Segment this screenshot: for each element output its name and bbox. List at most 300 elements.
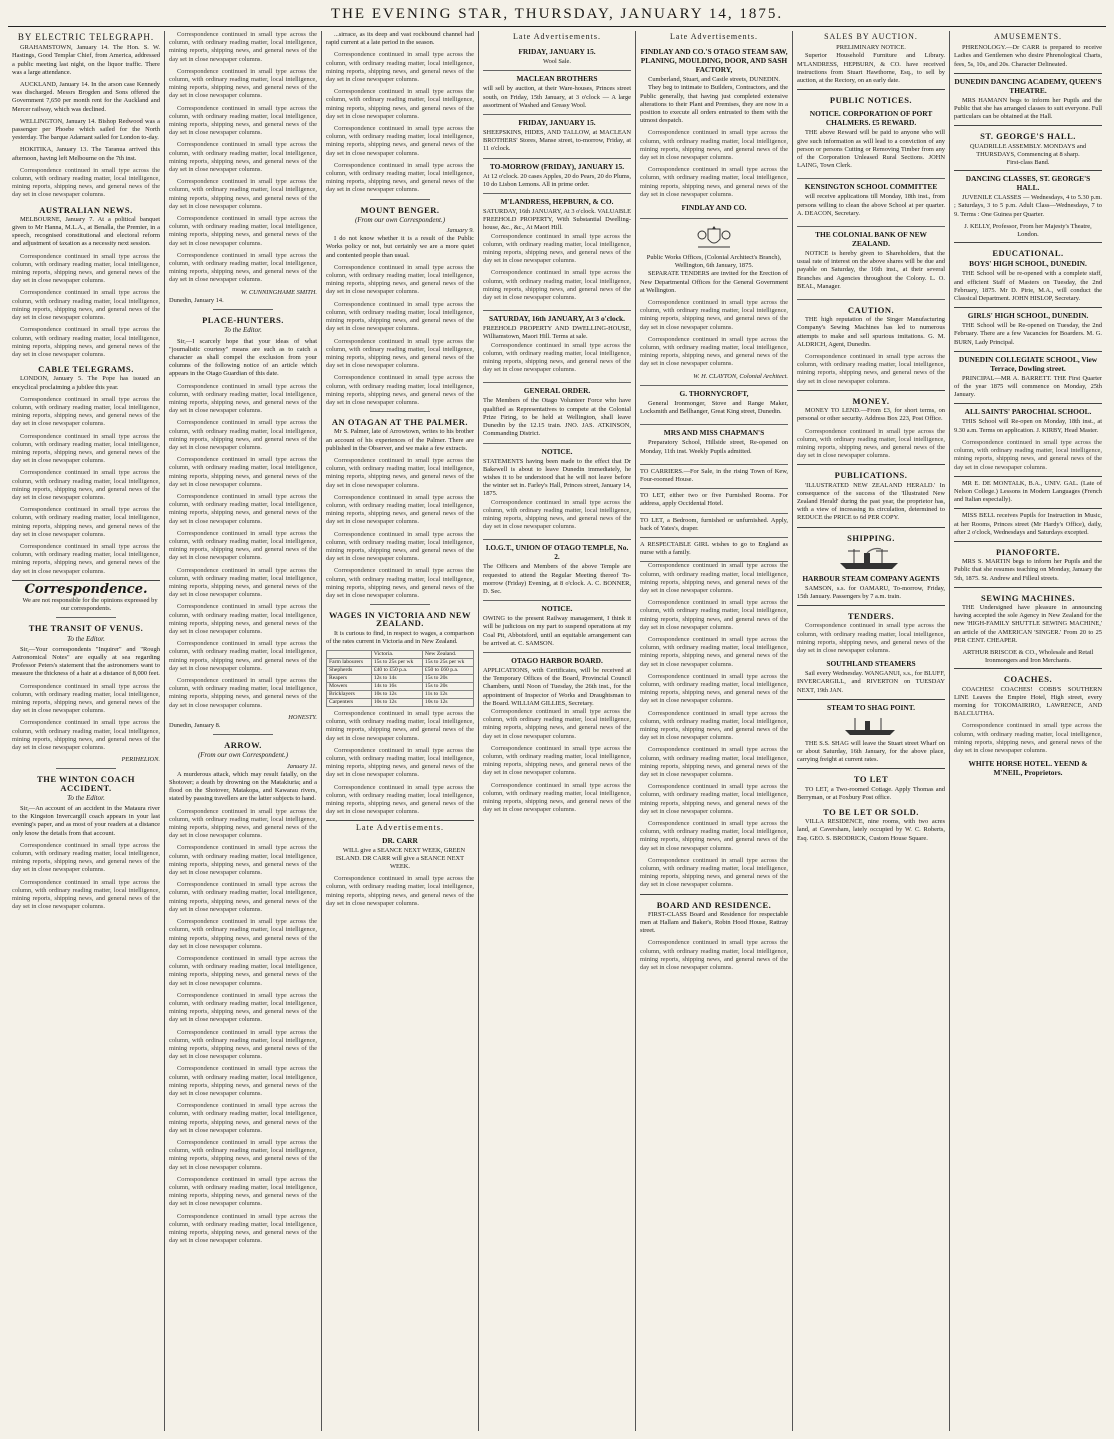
southland-body: Sail every Wednesday. WANGANUI, s.s., for BLUFF, INVERCARGILL, and RIVERTON on TUESDAY NEXT, 19th JAN. — [797, 670, 945, 694]
publications-heading: PUBLICATIONS. — [834, 470, 908, 481]
divider — [797, 605, 945, 606]
advertisement — [483, 383, 631, 443]
body-text: Correspondence continued in small type across the column, with ordinary reading matter, local intelligence, mining reports, shipping news, and general news of the day set in close newspaper columns. — [169, 881, 317, 913]
divider — [56, 617, 115, 618]
body-text: Correspondence continued in small type across the column, with ordinary reading matter, local intelligence, mining reports, shipping news, and general news of the day set in close newspaper columns. — [326, 88, 474, 120]
body-text: Correspondence continued in small type across the column, with ordinary reading matter, local intelligence, mining reports, shipping news, and general news of the day set in close newspaper columns. — [483, 341, 631, 374]
ad-body: OWING to the present Railway management, I think it will be judicious on my part to suspend operations at my Coal Pit, Abbotsford, until an equitable arrangement can be arrived at. C. SAMSON. — [483, 615, 631, 647]
body-text: Correspondence continued in small type across the column, with ordinary reading matter, local intelligence, mining reports, shipping news, and general news of the day set in close newspaper columns. — [12, 878, 160, 911]
ad-heading: GENERAL ORDER. — [523, 386, 591, 396]
advertisement — [483, 71, 631, 115]
board-body: FIRST-CLASS Board and Residence for respectable men at Hallam and Baker's, Robin Hood House, Rattray street. — [640, 910, 788, 935]
body-text: Correspondence continued in small type across the column, with ordinary reading matter, local intelligence, mining reports, shipping news, and general news of the day set in close newspaper columns. — [169, 215, 317, 247]
body-text: Correspondence continued in small type across the column, with ordinary reading matter, local intelligence, mining reports, shipping news, and general news of the day set in close newspaper columns. — [169, 178, 317, 210]
place-hunters-body: Sir,—I scarcely hope that your ideas of what "journalistic courtesy" means are such as to catch a character as shall compel the exclusion from your columns of the following notice of an article which appears in the Otago Guardian of this date. — [169, 337, 317, 378]
ad-body: NOTICE is hereby given to Shareholders, that the usual rate of interest on the above shares will be due and payable on Saturday, the 16th inst., at their several Branches and Agencies throughout the Colony. L. O. BEAL, Manager. — [797, 250, 945, 290]
phrenology-body: PHRENOLOGY.—Dr CARR is prepared to receive Ladies and Gentlemen who desire Phrenological Charts, fees, 5s, 10s, and 20s. Character Delineated. — [954, 44, 1102, 68]
ad-heading: NOTICE. CORPORATION OF PORT CHALMERS. £5 REWARD. — [809, 109, 933, 128]
ad-heading: NOTICE. — [541, 446, 573, 456]
ad-body: Preparatory School, Hillside street, Re-opened on Monday, 11th inst. Weekly Pupils admitted. — [640, 439, 788, 455]
girls-school-heading: GIRLS' HIGH SCHOOL, DUNEDIN. — [967, 311, 1089, 321]
body-text: Correspondence continued in small type across the column, with ordinary reading matter, local intelligence, mining reports, shipping news, and general news of the day set in close newspaper columns. — [326, 125, 474, 157]
chapman-advertisement — [640, 425, 788, 464]
boys-school-heading: BOYS' HIGH SCHOOL, DUNEDIN. — [969, 259, 1087, 269]
table-header: New Zealand. — [422, 651, 473, 659]
divider — [797, 390, 945, 391]
classified-ad — [640, 465, 788, 489]
coat-of-arms-icon — [640, 225, 788, 251]
tenders-heading: TENDERS. — [847, 611, 895, 622]
dancing-body: MRS HAMANN begs to inform her Pupils and the Public that she has arranged classes to suit everyone. Full particulars can be obtained at the Hall. — [954, 96, 1102, 121]
divider — [326, 820, 474, 821]
body-text: Correspondence continued in small type across the column, with ordinary reading matter, local intelligence, mining reports, shipping news, and general news of the day set in close newspaper columns. — [326, 530, 474, 563]
body-text: Correspondence continued in small type across the column, with ordinary reading matter, local intelligence, mining reports, shipping news, and general news of the day set in close newspaper columns. — [169, 529, 317, 562]
body-text: Correspondence continued in small type across the column, with ordinary reading matter, local intelligence, mining reports, shipping news, and general news of the day set in close newspaper columns. — [483, 498, 631, 531]
cable-lead: LONDON, January 5. The Pope has issued an encyclical proclaiming a jubilee this year. — [12, 375, 160, 391]
dr-carr-body: WILL give a SEANCE NEXT WEEK, GREEN ISLAND. DR CARR will give a SEANCE NEXT WEEK. — [335, 846, 466, 871]
caution-body: THE high reputation of the Singer Manufacturing Company's Sewing Machines has led to numerous attempts to make and sell spurious imitations. G. M. ALDRICH, Agent, Dunedin. — [797, 316, 945, 348]
divider — [954, 508, 1102, 509]
advertisement — [483, 444, 631, 541]
winton-sub: To the Editor. — [67, 793, 105, 802]
boys-school-body: THE School will be re-opened with a complete staff, and efficient Staff of Masters on Tuesday, the 2nd February, 1875. Mr D. Pirie, M.A., will conduct the Classical Department. JOHN HISLOP, Secretary. — [954, 270, 1102, 303]
wages-heading: WAGES IN VICTORIA AND NEW ZEALAND. — [328, 610, 472, 629]
arrow-heading: ARROW. — [224, 740, 262, 751]
publications-body: 'ILLUSTRATED NEW ZEALAND HERALD.' In consequence of the success of the 'Illustrated New Zealand Herald' during the past year, the proprietor has, with a view of increasing its circulation, determined to REDUCE the PRICE to 6d PER COPY. — [797, 481, 945, 522]
thornycroft-advertisement — [640, 386, 788, 425]
let-or-sold-body: VILLA RESIDENCE, nine rooms, with two acres land, at Caversham, lately occupied by W. C. Roberts, Esq. GEO. S. BRODRICK, Custom House Square. — [797, 818, 945, 842]
divider — [954, 242, 1102, 243]
table-cell: Bricklayers — [327, 691, 372, 699]
telegraph-heading: BY ELECTRIC TELEGRAPH. — [17, 32, 155, 42]
body-text: Correspondence continued in small type across the column, with ordinary reading matter, local intelligence, mining reports, shipping news, and general news of the day set in close newspaper columns. — [640, 166, 788, 198]
let-or-sold-heading: TO BE LET OR SOLD. — [823, 806, 919, 817]
samson-body: SAMSON, s.s. for OAMARU, To-morrow, Friday, 15th January. Passengers by 7 a.m. train. — [797, 584, 945, 600]
body-text: Correspondence continued in small type across the column, with ordinary reading matter, local intelligence, mining reports, shipping news, and general news of the day set in close newspaper columns. — [640, 820, 788, 852]
body-text: Correspondence continued in small type across the column, with ordinary reading matter, local intelligence, mining reports, shipping news, and general news of the day set in close newspaper columns. — [12, 395, 160, 428]
body-text: Correspondence continued in small type across the column, with ordinary reading matter, local intelligence, mining reports, shipping news, and general news of the day set in close newspaper columns. — [640, 783, 788, 815]
ad-signature: FINDLAY AND CO. — [681, 203, 747, 213]
body-text: Correspondence continued in small type across the column, with ordinary reading matter, local intelligence, mining reports, shipping news, and general news of the day set in close newspaper columns. — [169, 1102, 317, 1134]
collegiate-body: PRINCIPAL—MR A. BARRETT. THE First Quarter of the year 1875 will commence on Monday, 25th January. — [954, 374, 1102, 399]
body-text: Correspondence continued in small type across the column, with ordinary reading matter, local intelligence, mining reports, shipping news, and general news of the day set in close newspaper columns. — [954, 438, 1102, 471]
ad-body: The Officers and Members of the above Temple are requested to attend the Regular Meeting thereof To-morrow (Friday) Evening, at 8 o'clock. A. C. BONNER, D. Sec. — [483, 563, 631, 595]
correspondence-note: We are not responsible for the opinions expressed by our correspondents. — [22, 596, 158, 613]
table-header: Victoria. — [371, 651, 422, 659]
body-text: Correspondence continued in small type across the column, with ordinary reading matter, local intelligence, mining reports, shipping news, and general news of the day set in close newspaper columns. — [326, 875, 474, 907]
ad-heading: SATURDAY, 16th JANUARY, At 3 o'clock. — [489, 314, 625, 324]
public-notices-heading: PUBLIC NOTICES. — [829, 95, 913, 106]
divider — [797, 89, 945, 90]
advertisement — [483, 115, 631, 159]
ad-heading: MRS AND MISS CHAPMAN'S — [663, 428, 765, 438]
advertisement — [483, 653, 631, 822]
divider — [954, 170, 1102, 171]
sewing-body: THE Undersigned have pleasure in announcing having accepted the sole Agency in New Zealand for the new 'HIGH-FAMILY SHUTTLE SEWING MACHINE,' an article of the AMERICAN 'SINGER.' From 20 to 25 PER CENT. CHEAPER. — [954, 603, 1102, 644]
winton-heading: THE WINTON COACH ACCIDENT. — [37, 774, 135, 793]
body-text: Correspondence continued in small type across the column, with ordinary reading matter, local intelligence, mining reports, shipping news, and general news of the day set in close newspaper columns. — [797, 353, 945, 385]
dispatch-2: AUCKLAND, January 14. In the arson case Kennedy was discharged. Messrs Brogden and Sons offered the Government 7,650 per month rent for the Auckland and Mercer railway, which was declined. — [12, 81, 160, 113]
body-text: Correspondence continued in small type across the column, with ordinary reading matter, local intelligence, mining reports, shipping news, and general news of the day set in close newspaper columns. — [169, 251, 317, 284]
wages-table — [326, 650, 474, 707]
caution-heading: CAUTION. — [847, 305, 895, 316]
body-text: Correspondence continued in small type across the column, with ordinary reading matter, local intelligence, mining reports, shipping news, and general news of the day set in close newspaper columns. — [326, 493, 474, 526]
table-row — [327, 699, 474, 707]
body-text: Correspondence continued in small type across the column, with ordinary reading matter, local intelligence, mining reports, shipping news, and general news of the day set in close newspaper columns. — [169, 1028, 317, 1061]
divider — [797, 768, 945, 769]
saints-heading: ALL SAINTS' PAROCHIAL SCHOOL. — [964, 407, 1092, 417]
australian-news-heading: AUSTRALIAN NEWS. — [39, 204, 133, 215]
column-4 — [479, 31, 636, 1431]
ad-body: SEPARATE TENDERS are invited for the Erection of New Departmental Offices for the General Government at Wellington. — [640, 270, 788, 294]
ad-heading: TO-MORROW (FRIDAY), JANUARY 15. — [489, 161, 625, 171]
column-1 — [8, 31, 165, 1431]
divider — [370, 199, 429, 200]
body-text: Correspondence continued in small type across the column, with ordinary reading matter, local intelligence, mining reports, shipping news, and general news of the day set in close newspaper columns. — [169, 991, 317, 1024]
table-cell: 12s to 14s — [371, 675, 422, 683]
southland-heading: SOUTHLAND STEAMERS — [826, 659, 916, 669]
divider — [797, 464, 945, 465]
cable-heading: CABLE TELEGRAMS. — [38, 364, 134, 375]
body-text: Correspondence continued in small type across the column, with ordinary reading matter, local intelligence, mining reports, shipping news, and general news of the day set in close newspaper columns. — [640, 856, 788, 889]
arrow-sub: (From our own Correspondent.) — [197, 751, 289, 760]
dancing-heading: DUNEDIN DANCING ACADEMY, QUEEN'S THEATRE. — [954, 76, 1102, 95]
board-heading: BOARD AND RESIDENCE. — [656, 899, 772, 910]
body-text: Correspondence continued in small type across the column, with ordinary reading matter, local intelligence, mining reports, shipping news, and general news of the day set in close newspaper columns. — [12, 841, 160, 874]
table-cell: Farm labourers — [327, 659, 372, 667]
body-text: Correspondence continued in small type across the column, with ordinary reading matter, local intelligence, mining reports, shipping news, and general news of the day set in close newspaper columns. — [640, 599, 788, 631]
body-text: Correspondence continued in small type across the column, with ordinary reading matter, local intelligence, mining reports, shipping news, and general news of the day set in close newspaper columns. — [483, 232, 631, 265]
column-7 — [950, 31, 1106, 1431]
body-text: Correspondence continued in small type across the column, with ordinary reading matter, local intelligence, mining reports, shipping news, and general news of the day set in close newspaper columns. — [483, 707, 631, 740]
pianoforte-body: MRS S. MARTIN begs to inform her Pupils and the Public that she resumes teaching on Monday, January the 5th, 1875. St. Andrew and Filleul streets. — [954, 558, 1102, 582]
amusements-heading: AMUSEMENTS. — [993, 32, 1063, 41]
body-text: Correspondence continued in small type across the column, with ordinary reading matter, local intelligence, mining reports, shipping news, and general news of the day set in close newspaper columns. — [326, 456, 474, 489]
money-body: MONEY TO LEND.—From £3, for short terms, on personal or other security. Address Box 223, Post Office. — [797, 407, 945, 423]
place-hunters-sub: To the Editor. — [224, 326, 262, 335]
saints-body: THIS School will Re-open on Monday, 18th inst., at 9.30 a.m. Terms on application. J. KIRBY, Head Master. — [954, 418, 1102, 434]
benger-date: January 9. — [446, 227, 474, 235]
body-text: Correspondence continued in small type across the column, with ordinary reading matter, local intelligence, mining reports, shipping news, and general news of the day set in close newspaper columns. — [12, 432, 160, 465]
advertisement — [483, 601, 631, 653]
body-text: Correspondence continued in small type across the column, with ordinary reading matter, local intelligence, mining reports, shipping news, and general news of the day set in close newspaper columns. — [12, 289, 160, 322]
body-text: Correspondence continued in small type across the column, with ordinary reading matter, local intelligence, mining reports, shipping news, and general news of the day set in close newspaper columns. — [169, 844, 317, 877]
body-text: Correspondence continued in small type across the column, with ordinary reading matter, local intelligence, mining reports, shipping news, and general news of the day set in close newspaper columns. — [483, 744, 631, 777]
classified-ad — [640, 538, 788, 562]
body-text: Correspondence continued in small type across the column, with ordinary reading matter, local intelligence, mining reports, shipping news, and general news of the day set in close newspaper columns. — [169, 603, 317, 635]
body-text: Correspondence continued in small type across the column, with ordinary reading matter, local intelligence, mining reports, shipping news, and general news of the day set in close newspaper columns. — [169, 677, 317, 709]
ad-heading: G. THORNYCROFT, — [679, 388, 749, 398]
sewing-heading: SEWING MACHINES. — [981, 592, 1075, 603]
ad-body: SATURDAY, 16th JANUARY, At 3 o'clock. VALUABLE FREEHOLD PROPERTY, With Substantial Dwelling-house, &c., &c., At Maori Hill. — [483, 208, 631, 232]
body-text: Correspondence continued in small type across the column, with ordinary reading matter, local intelligence, mining reports, shipping news, and general news of the day set in close newspaper columns. — [169, 141, 317, 174]
ad-body: They beg to intimate to Builders, Contractors, and the Public generally, that having just completed extensive alterations to their Plant and Premises, they are now in a position to execute all orders entrusted to them with the utmost despatch. — [640, 84, 788, 125]
findlay-advertisement — [640, 44, 788, 219]
body-text: Correspondence continued in small type across the column, with ordinary reading matter, local intelligence, mining reports, shipping news, and general news of the day set in close newspaper columns. — [326, 337, 474, 370]
sales-sub: PRELIMINARY NOTICE. — [836, 44, 906, 52]
money-heading: MONEY. — [852, 395, 890, 406]
body-text: Correspondence continued in small type across the column, with ordinary reading matter, local intelligence, mining reports, shipping news, and general news of the day set in close newspaper columns. — [169, 67, 317, 100]
divider — [954, 476, 1102, 477]
divider — [56, 768, 115, 769]
body-text: Correspondence continued in small type across the column, with ordinary reading matter, local intelligence, mining reports, shipping news, and general news of the day set in close newspaper columns. — [169, 492, 317, 525]
classified-ad — [640, 489, 788, 513]
ad-heading: FINDLAY AND CO.'S OTAGO STEAM SAW, PLANING, MOULDING, DOOR, AND SASH FACTORY, — [640, 47, 788, 75]
body-text: Correspondence continued in small type across the column, with ordinary reading matter, local intelligence, mining reports, shipping news, and general news of the day set in close newspaper columns. — [640, 746, 788, 778]
table-cell: 15s to 25s per wk — [371, 659, 422, 667]
body-text: Correspondence continued in small type across the column, with ordinary reading matter, local intelligence, mining reports, shipping news, and general news of the day set in close newspaper columns. — [326, 746, 474, 779]
benger-heading: MOUNT BENGER. — [360, 204, 440, 215]
ad-heading: I.O.G.T., UNION OF OTAGO TEMPLE, No. 2. — [485, 543, 629, 562]
ad-body: Wool Sale. — [543, 58, 571, 66]
body-text: Correspondence continued in small type across the column, with ordinary reading matter, local intelligence, mining reports, shipping news, and general news of the day set in close newspaper columns. — [12, 719, 160, 752]
table-cell: 14s to 16s — [371, 683, 422, 691]
body-text: Correspondence continued in small type across the column, with ordinary reading matter, local intelligence, mining reports, shipping news, and general news of the day set in close newspaper columns. — [326, 263, 474, 296]
palmer-heading: AN OTAGAN AT THE PALMER. — [331, 417, 469, 428]
body-text: Correspondence continued in small type across the column, with ordinary reading matter, local intelligence, mining reports, shipping news, and general news of the day set in close newspaper columns. — [169, 954, 317, 987]
steamship-icon — [797, 545, 945, 571]
place-hunters-heading: PLACE-HUNTERS. — [202, 315, 284, 326]
continued-text: ...sirrace, as its deep and vast rockbound channel had rapid current at a late period in the season. — [326, 31, 474, 47]
table-cell: 15s to 25s per wk — [422, 659, 473, 667]
to-let-body: TO LET, a Two-roomed Cottage. Apply Thomas and Berryman, or at Foxbury Post office. — [797, 785, 945, 801]
ad-body: will receive applications till Monday, 18th inst., from persons willing to clean the above School at per quarter. A. DEACON, Secretary. — [797, 193, 945, 217]
ad-body: TO CARRIERS.—For Sale, in the rising Town of Kew, Four-roomed House. — [640, 467, 788, 483]
column-5 — [636, 31, 793, 1431]
body-text: Correspondence continued in small type across the column, with ordinary reading matter, local intelligence, mining reports, shipping news, and general news of the day set in close newspaper columns. — [169, 1138, 317, 1171]
table-row — [327, 675, 474, 683]
column-6 — [793, 31, 950, 1431]
arrow-body: A murderous attack, which may result fatally, on the Shotover; a death by drowning on the Matakiuria; and a flood on the Shotover, Matakopa, and Kawarau rivers, stated by passing travellers are the latter subjects to hand. — [169, 770, 317, 803]
late-ads-heading: Late Advertisements. — [356, 823, 444, 833]
dispatch-3: WELLINGTON, January 14. Bishop Redwood was a passenger per Phoebe which sailed for the North yesterday. The barque Adamant sailed for London to-day. — [12, 117, 160, 142]
ad-heading: FRIDAY, JANUARY 15. — [518, 118, 596, 128]
table-cell: 15s to 20s — [422, 675, 473, 683]
ad-heading: NOTICE. — [541, 604, 573, 614]
body-text: Correspondence continued in small type across the column, with ordinary reading matter, local intelligence, mining reports, shipping news, and general news of the day set in close newspaper columns. — [326, 300, 474, 333]
table-cell: 11s to 12s — [422, 691, 473, 699]
masthead: THE EVENING STAR, THURSDAY, JANUARY 14, 1875. — [8, 6, 1106, 27]
body-text: Correspondence continued in small type across the column, with ordinary reading matter, local intelligence, mining reports, shipping news, and general news of the day set in close newspaper columns. — [326, 567, 474, 599]
body-text: Correspondence continued in small type across the column, with ordinary reading matter, local intelligence, mining reports, shipping news, and general news of the day set in close newspaper columns. — [640, 672, 788, 705]
sales-body: Superior Household Furniture and Library. M'LANDRESS, HEPBURN, & CO. have received instructions from Stuart Hawthorne, Esq., to sell by auction, at the Rectory, on an early date. — [797, 52, 945, 85]
table-cell: Mowers — [327, 683, 372, 691]
girls-school-body: THE School will be Re-opened on Tuesday, the 2nd February. There are a few Vacancies for Boarders. M. G. BURN, Lady Principal. — [954, 322, 1102, 346]
body-text: Correspondence continued in small type across the column, with ordinary reading matter, local intelligence, mining reports, shipping news, and general news of the day set in close newspaper columns. — [169, 419, 317, 451]
ad-heading: OTAGO HARBOR BOARD. — [511, 655, 603, 665]
coaches-heading: COACHES. — [1003, 674, 1053, 685]
body-text: Correspondence continued in small type across the column, with ordinary reading matter, local intelligence, mining reports, shipping news, and general news of the day set in close newspaper columns. — [483, 781, 631, 814]
body-text: Correspondence continued in small type across the column, with ordinary reading matter, local intelligence, mining reports, shipping news, and general news of the day set in close newspaper columns. — [169, 918, 317, 950]
coaches-body: COACHES! COACHES! COBB'S SOUTHERN LINE Leaves the Empire Hotel, High street, every morning for TOKOMAIRIRO, LAWRENCE, AND BALCLUTHA. — [954, 685, 1102, 718]
dr-carr-name: DR. CARR — [382, 835, 418, 845]
ad-body: TO LET, a Bedroom, furnished or unfurnished. Apply, back of Yates's, draper. — [640, 516, 788, 532]
classified-ad — [640, 514, 788, 538]
transit-signature: PERIHELION. — [121, 756, 160, 764]
ad-body: SHEEPSKINS, HIDES, AND TALLOW, at MACLEAN BROTHERS' Stores, Manse street, to-morrow, Friday, at 11 o'clock. — [483, 129, 631, 153]
transit-sub: To the Editor. — [67, 634, 105, 643]
advertisement — [483, 159, 631, 194]
advertisement — [797, 106, 945, 179]
table-row — [327, 691, 474, 699]
columns — [8, 31, 1106, 1431]
body-text: Correspondence continued in small type across the column, with ordinary reading matter, local intelligence, mining reports, shipping news, and general news of the day set in close newspaper columns. — [640, 939, 788, 972]
correspondence-heading: Correspondence. — [24, 581, 148, 597]
steam-heading: STEAM TO SHAG POINT. — [827, 702, 915, 712]
transit-body: Sir,—Your correspondents "Inquirer" and "Rough Astronomical Notes" are equally at sea regarding Professor Peters's statement that the astronomers want to measure the thickness of a hair at a distance of 8,000 feet. — [12, 645, 160, 678]
column-3 — [322, 31, 479, 1431]
body-text: Correspondence continued in small type across the column, with ordinary reading matter, local intelligence, mining reports, shipping news, and general news of the day set in close newspaper columns. — [169, 31, 317, 63]
divider — [370, 604, 429, 605]
ad-body: At 12 o'clock. 20 cases Apples, 20 do Pears, 20 do Plums, 10 do Lisbon Lemons. All in prime order. — [483, 172, 631, 188]
ad-body: TO LET, either two or five Furnished Rooms. For address, apply Occidental Hotel. — [640, 492, 788, 508]
ad-body: STATEMENTS having been made to the effect that Dr Bakewell is about to leave Dunedin immediately, he wishes it to be understood that he will not leave before the winter set in. Farley's Hall, Princes street, January 14, 1875. — [483, 457, 631, 498]
letter-signature: W. CUNNINGHAME SMITH. — [240, 288, 317, 296]
divider — [954, 125, 1102, 126]
table-cell: Reapers — [327, 675, 372, 683]
body-text: Correspondence continued in small type across the column, with ordinary reading matter, local intelligence, mining reports, shipping news, and general news of the day set in close newspaper columns. — [12, 252, 160, 285]
quadrille-text: QUADRILLE ASSEMBLY. MONDAYS and THURSDAYS, Commencing at 8 sharp. — [969, 142, 1087, 158]
divider — [954, 351, 1102, 352]
body-text: Correspondence continued in small type across the column, with ordinary reading matter, local intelligence, mining reports, shipping news, and general news of the day set in close newspaper columns. — [797, 427, 945, 460]
bell-body: MISS BELL receives Pupils for Instruction in Music, at her Rooms, Princes street (Mr Hardy's Office), daily, after 2 o'clock, Wednesdays and Saturdays excepted. — [954, 512, 1102, 536]
ad-heading: M'LANDRESS, HEPBURN, & CO. — [500, 197, 614, 207]
classes-body: JUVENILE CLASSES — Wednesdays, 4 to 5.30 p.m. ; Saturdays, 3 to 5 p.m. Adult Class—Wednesdays, 7 to 9. Terms : One Guinea per Quarter. — [954, 194, 1102, 218]
body-text: Correspondence continued in small type across the column, with ordinary reading matter, local intelligence, mining reports, shipping news, and general news of the day set in close newspaper columns. — [169, 456, 317, 488]
body-text: Correspondence continued in small type across the column, with ordinary reading matter, local intelligence, mining reports, shipping news, and general news of the day set in close newspaper columns. — [326, 51, 474, 84]
body-text: Correspondence continued in small type across the column, with ordinary reading matter, local intelligence, mining reports, shipping news, and general news of the day set in close newspaper columns. — [640, 335, 788, 368]
steam-body: THE S.S. SHAG will leave the Stuart street Wharf on or about Saturday, 16th January, for the above place, carrying freight at current rates. — [797, 739, 945, 764]
table-cell: 10s to 12s — [422, 699, 473, 707]
table-row — [327, 659, 474, 667]
letter-date: Dunedin, January 14. — [169, 296, 224, 304]
dispatch-4: HOKITIKA, January 13. The Taranua arrived this afternoon, having left Melbourne on the 7th inst. — [12, 146, 160, 162]
ad-body: THE above Reward will be paid to anyone who will give such information as will lead to a conviction of any person or persons Cutting or Removing Timber from any of the Corporation Unleased Rural Sections. JOHN LAING, Town Clerk. — [797, 129, 945, 170]
coaches-signature: WHITE HORSE HOTEL. YEEND & M'NEIL, Proprietors. — [968, 759, 1088, 778]
divider — [954, 403, 1102, 404]
body-text: Correspondence continued in small type across the column, with ordinary reading matter, local intelligence, mining reports, shipping news, and general news of the day set in close newspaper columns. — [169, 1065, 317, 1097]
body-text: Correspondence continued in small type across the column, with ordinary reading matter, local intelligence, mining reports, shipping news, and general news of the day set in close newspaper columns. — [169, 807, 317, 840]
ad-body: A RESPECTABLE GIRL wishes to go to England as nurse with a family. — [640, 540, 788, 557]
place-hunters-signature: HONESTY. — [288, 713, 317, 721]
table-header-row — [327, 651, 474, 659]
divider — [954, 541, 1102, 542]
ad-heading: KENSINGTON SCHOOL COMMITTEE — [804, 182, 938, 192]
column-2 — [165, 31, 322, 1431]
body-text: Correspondence continued in small type across the column, with ordinary reading matter, local intelligence, mining reports, shipping news, and general news of the day set in close newspaper columns. — [169, 1175, 317, 1208]
divider — [797, 699, 945, 700]
ad-heading: FRIDAY, JANUARY 15. — [518, 47, 596, 57]
table-row — [327, 683, 474, 691]
body-text: Correspondence continued in small type across the column, with ordinary reading matter, local intelligence, mining reports, shipping news, and general news of the day set in close newspaper columns. — [483, 269, 631, 302]
body-text: Correspondence continued in small type across the column, with ordinary reading matter, local intelligence, mining reports, shipping news, and general news of the day set in close newspaper columns. — [169, 382, 317, 415]
classes-heading: DANCING CLASSES, ST. GEORGE'S HALL. — [965, 174, 1091, 193]
ad-body: The Members of the Otago Volunteer Force who have qualified as Representatives to compete at the Colonial Prize Firing, to be held at Wellington, shall leave Dunedin by the 12.15 train. JNO. JAS. ATKINSON, Commanding District. — [483, 397, 631, 438]
late-ads-heading: Late Advertisements. — [670, 32, 758, 41]
body-text: Correspondence continued in small type across the column, with ordinary reading matter, local intelligence, mining reports, shipping news, and general news of the day set in close newspaper columns. — [169, 104, 317, 137]
body-text: Correspondence continued in small type across the column, with ordinary reading matter, local intelligence, mining reports, shipping news, and general news of the day set in close newspaper columns. — [326, 374, 474, 406]
divider — [12, 580, 160, 581]
ad-heading: THE COLONIAL BANK OF NEW ZEALAND. — [815, 230, 927, 249]
ad-body: General Ironmonger, Stove and Range Maker, Locksmith and Bellhanger, Great King street, Dunedin. — [640, 399, 788, 416]
body-text: Correspondence continued in small type across the column, with ordinary reading matter, local intelligence, mining reports, shipping news, and general news of the day set in close newspaper columns. — [640, 129, 788, 162]
table-cell: £50 to £60 p.a. — [422, 667, 473, 675]
band-text: First-class Band. — [1006, 159, 1050, 167]
table-cell: 15s to 20s — [422, 683, 473, 691]
advertisement — [483, 311, 631, 383]
divider — [954, 668, 1102, 669]
montalk-body: MR E. DE MONTALK, B.A., UNIV. GAL. (Late of Nelson College.) Lessons in Modern Languages (French and Italian especially). — [954, 479, 1102, 504]
classes-signature: J. KELLY, Professor, From her Majesty's Theatre, London. — [964, 222, 1092, 239]
body-text: Correspondence continued in small type across the column, with ordinary reading matter, local intelligence, mining reports, shipping news, and general news of the day set in close newspaper columns. — [640, 635, 788, 668]
body-text: Correspondence continued in small type across the column, with ordinary reading matter, local intelligence, mining reports, shipping news, and general news of the day set in close newspaper columns. — [169, 640, 317, 672]
ad-signature: W. H. CLAYTON, Colonial Architect. — [693, 372, 788, 380]
divider — [213, 309, 272, 310]
ad-body: FREEHOLD PROPERTY AND DWELLING-HOUSE, Williamstown, Maori Hill. Terms at sale. — [483, 325, 631, 341]
place-hunters-date: Dunedin, January 8. — [169, 722, 221, 730]
table-header — [327, 651, 372, 659]
body-text: Correspondence continued in small type across the column, with ordinary reading matter, local intelligence, mining reports, shipping news, and general news of the day set in close newspaper columns. — [169, 1212, 317, 1245]
table-cell: Shepherds — [327, 667, 372, 675]
body-text: Correspondence continued in small type across the column, with ordinary reading matter, local intelligence, mining reports, shipping news, and general news of the day set in close newspaper columns. — [12, 469, 160, 501]
to-let-heading: TO LET — [853, 774, 889, 785]
ad-body: will sell by auction, at their Ware-houses, Princes street south, on Friday, 15th January, at 3 o'clock — A large assortment of Washed and Greasy Wool. — [483, 85, 631, 109]
divider — [370, 411, 429, 412]
body-text: Correspondence continued in small type across the column, with ordinary reading matter, local intelligence, mining reports, shipping news, and general news of the day set in close newspaper columns. — [640, 562, 788, 594]
body-text: Correspondence continued in small type across the column, with ordinary reading matter, local intelligence, mining reports, shipping news, and general news of the day set in close newspaper columns. — [640, 299, 788, 331]
divider — [640, 894, 788, 895]
australian-lead: MELBOURNE, January 7. At a political banquet given to Mr Hanna, M.L.A., at Benalla, the Premier, in a speech, recognised constitutional and electoral reform and adjustment of taxation as a necessity next session. — [12, 215, 160, 248]
sales-heading: SALES BY AUCTION. — [824, 32, 918, 41]
sewing-signature: ARTHUR BRISCOE & CO., Wholesale and Retail Ironmongers and Iron Merchants. — [962, 648, 1094, 665]
winton-body: Sir,—An account of an accident in the Mataura river to the Kingston Invercargill coach appears in your last evening's paper, and as most of your readers at a distance only know the details from that account. — [12, 805, 160, 837]
table-cell: 10s to 12s — [371, 691, 422, 699]
table-cell: Carpenters — [327, 699, 372, 707]
body-text: Correspondence continued in small type across the column, with ordinary reading matter, local intelligence, mining reports, shipping news, and general news of the day set in close newspaper columns. — [169, 566, 317, 599]
transit-heading: THE TRANSIT OF VENUS. — [28, 623, 144, 634]
body-text: Correspondence continued in small type across the column, with ordinary reading matter, local intelligence, mining reports, shipping news, and general news of the day set in close newspaper columns. — [640, 709, 788, 742]
benger-body: I do not know whether it is a result of the Public Works policy or not, but certainly we are a more quiet and contented people than usual. — [326, 235, 474, 259]
divider — [954, 307, 1102, 308]
body-text: Correspondence continued in small type across the column, with ordinary reading matter, local intelligence, mining reports, shipping news, and general news of the day set in close newspaper columns. — [326, 783, 474, 816]
table-row — [327, 667, 474, 675]
advertisement — [483, 194, 631, 311]
educational-heading: EDUCATIONAL. — [992, 248, 1064, 259]
divider — [954, 73, 1102, 74]
table-cell: £40 to £50 p.a. — [371, 667, 422, 675]
advertisement — [483, 44, 631, 71]
body-text: Correspondence continued in small type across the column, with ordinary reading matter, local intelligence, mining reports, shipping news, and general news of the day set in close newspaper columns. — [12, 166, 160, 199]
body-text: Correspondence continued in small type across the column, with ordinary reading matter, local intelligence, mining reports, shipping news, and general news of the day set in close newspaper columns. — [954, 722, 1102, 754]
wages-body: It is curious to find, in respect to wages, a comparison of the rates current in Victoria and in New Zealand. — [326, 629, 474, 645]
body-text: Correspondence continued in small type across the column, with ordinary reading matter, local intelligence, mining reports, shipping news, and general news of the day set in close newspaper columns. — [326, 161, 474, 194]
late-ads-heading: Late Advertisements. — [513, 32, 601, 41]
divider — [213, 734, 272, 735]
body-text: Correspondence continued in small type across the column, with ordinary reading matter, local intelligence, mining reports, shipping news, and general news of the day set in close newspaper columns. — [326, 710, 474, 742]
ad-heading: Public Works Offices, (Colonial Architect's Branch), Wellington, 6th January, 1875. — [646, 254, 782, 270]
body-text: Correspondence continued in small type across the column, with ordinary reading matter, local intelligence, mining reports, shipping news, and general news of the day set in close newspaper columns. — [12, 326, 160, 358]
hall-heading: ST. GEORGE'S HALL. — [980, 131, 1076, 142]
arrow-date: January 11. — [286, 762, 317, 770]
divider — [954, 587, 1102, 588]
divider — [797, 527, 945, 528]
collegiate-heading: DUNEDIN COLLEGIATE SCHOOL, View Terrace, Dowling street. — [958, 354, 1098, 373]
body-text: Correspondence continued in small type across the column, with ordinary reading matter, local intelligence, mining reports, shipping news, and general news of the day set in close newspaper columns. — [797, 622, 945, 654]
table-cell: 10s to 12s — [371, 699, 422, 707]
tenders-advertisement — [640, 219, 788, 386]
pianoforte-heading: PIANOFORTE. — [996, 546, 1060, 557]
ad-subheading: Cumberland, Stuart, and Castle streets, DUNEDIN. — [648, 76, 780, 84]
